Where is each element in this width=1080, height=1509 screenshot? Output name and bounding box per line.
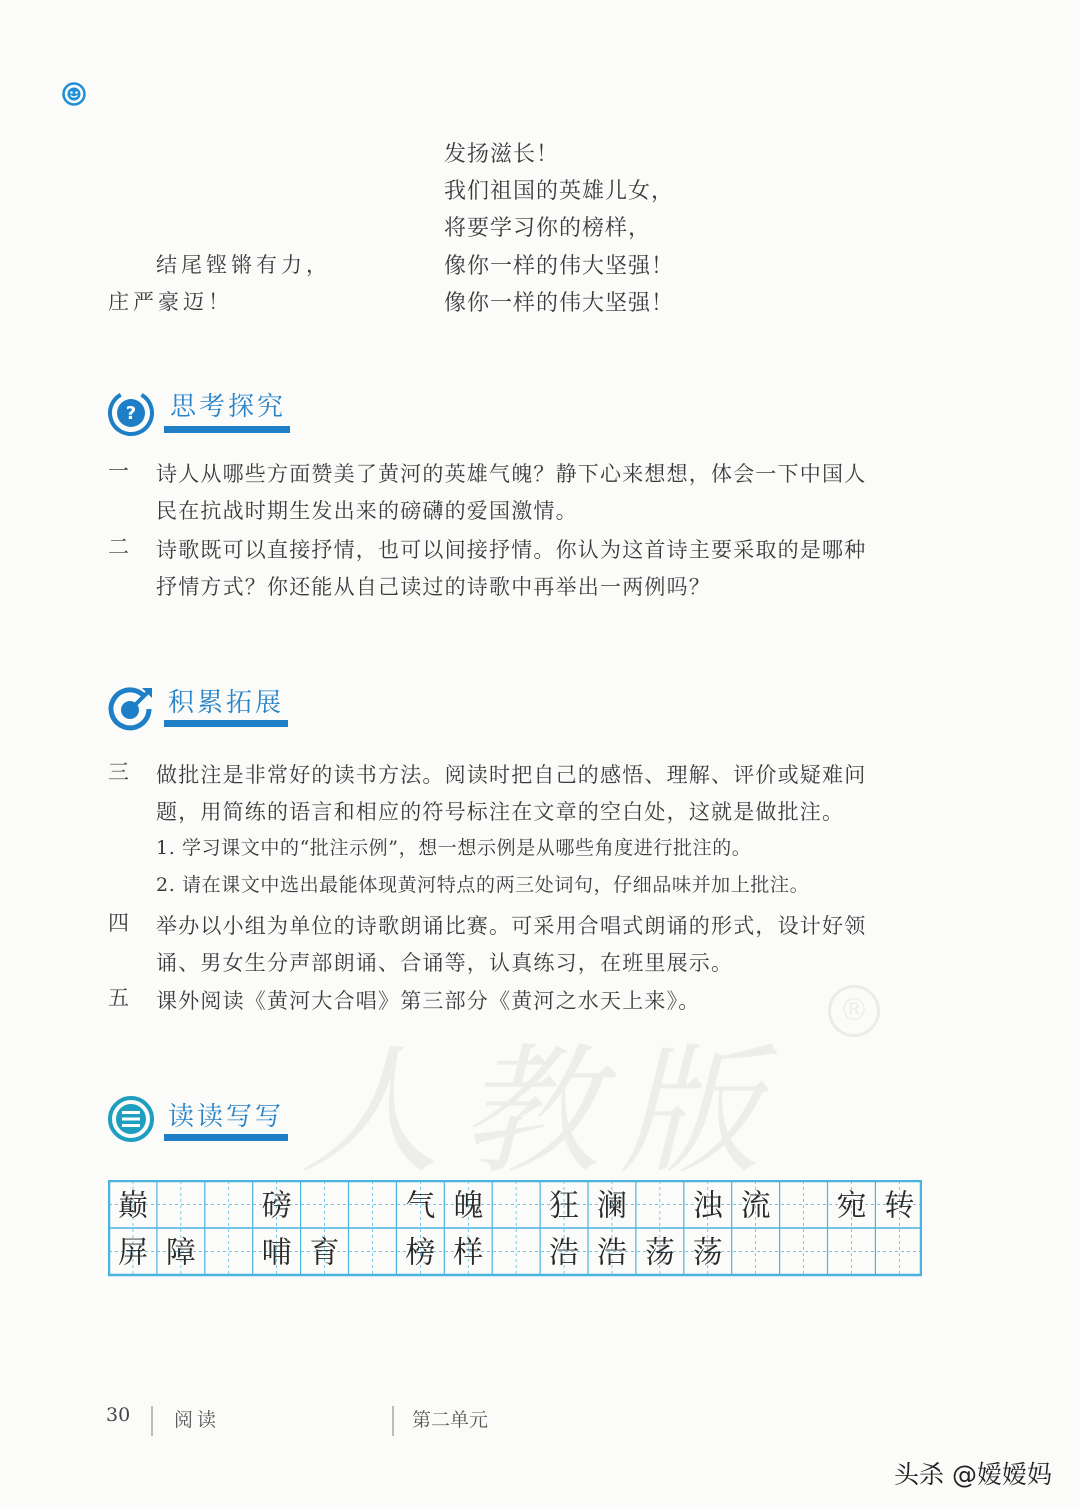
section-underline: [164, 426, 290, 433]
grid-character: 屏: [117, 1235, 148, 1271]
grid-character: 狂: [549, 1188, 580, 1224]
section-underline: [164, 1134, 288, 1141]
page-number: 30: [106, 1404, 131, 1426]
question-number: 五: [108, 986, 129, 1010]
margin-note: 庄严豪迈！: [108, 290, 233, 314]
question-line: 民在抗战时期生发出来的磅礴的爱国激情。: [156, 499, 578, 523]
corner-smiley-icon: [62, 82, 86, 106]
grid-character: 榜: [405, 1235, 436, 1271]
character-practice-grid: [108, 1180, 922, 1278]
grid-character: 转: [884, 1188, 915, 1224]
poem-line: 将要学习你的榜样，: [444, 216, 652, 241]
grid-character: 流: [740, 1188, 771, 1224]
grid-character: 浊: [692, 1188, 723, 1224]
margin-note: 结尾铿锵有力，: [156, 253, 331, 277]
question-icon: [106, 388, 156, 438]
expand-arrow-icon: [106, 682, 156, 732]
question-line: 课外阅读《黄河大合唱》第三部分《黄河之水天上来》。: [156, 989, 701, 1013]
grid-character: 哺: [261, 1235, 292, 1271]
question-line: 诗人从哪些方面赞美了黄河的英雄气魄？静下心来想想，体会一下中国人: [156, 462, 867, 486]
question-line: 诵、男女生分声部朗诵、合诵等，认真练习，在班里展示。: [156, 951, 734, 975]
grid-character: 巅: [117, 1188, 148, 1224]
question-line: 抒情方式？你还能从自己读过的诗歌中再举出一两例吗？: [156, 575, 711, 599]
section-title-read-write: 读读写写: [168, 1102, 285, 1132]
sub-question: 2. 请在课文中选出最能体现黄河特点的两三处词句，仔细品味并加上批注。: [156, 874, 810, 896]
grid-character: 宛: [836, 1188, 867, 1224]
footer-divider: [392, 1406, 394, 1436]
grid-character: 育: [309, 1235, 340, 1271]
svg-text:?: ?: [125, 403, 137, 424]
question-number: 三: [108, 760, 129, 784]
sub-question: 1. 学习课文中的“批注示例”，想一想示例是从哪些角度进行批注的。: [156, 837, 752, 859]
grid-character: 浩: [596, 1235, 627, 1271]
question-number: 二: [108, 535, 129, 559]
credit-text: 头杀 @嫒嫒妈: [894, 1460, 1052, 1489]
question-line: 题，用简练的语言和相应的符号标注在文章的空白处，这就是做批注。: [156, 800, 845, 824]
footer-section: 阅读: [174, 1409, 221, 1431]
section-title-accumulate: 积累拓展: [168, 688, 285, 718]
footer-divider: [151, 1406, 153, 1436]
list-icon: [106, 1094, 156, 1144]
publisher-watermark: 人教版: [300, 1031, 781, 1194]
registered-mark: ®: [828, 985, 880, 1037]
poem-line: 像你一样的伟大坚强！: [444, 254, 675, 279]
question-line: 举办以小组为单位的诗歌朗诵比赛。可采用合唱式朗诵的形式，设计好领: [156, 914, 867, 938]
question-line: 诗歌既可以直接抒情，也可以间接抒情。你认为这首诗主要采取的是哪种: [156, 538, 867, 562]
grid-character: 荡: [692, 1235, 723, 1271]
section-underline: [164, 720, 288, 727]
grid-character: 魄: [453, 1188, 484, 1224]
grid-character: 障: [165, 1235, 196, 1271]
poem-line: 我们祖国的英雄儿女，: [444, 179, 675, 204]
poem-line: 像你一样的伟大坚强！: [444, 291, 675, 316]
question-number: 四: [108, 911, 129, 935]
grid-character: 荡: [644, 1235, 675, 1271]
grid-character: 样: [453, 1235, 484, 1271]
question-number: 一: [108, 459, 129, 483]
grid-character: 气: [405, 1188, 436, 1224]
footer-unit: 第二单元: [412, 1409, 489, 1431]
poem-line: 发扬滋长！: [444, 142, 560, 167]
grid-character: 澜: [596, 1188, 627, 1224]
grid-character: 磅: [261, 1188, 292, 1224]
section-title-think: 思考探究: [170, 392, 287, 422]
question-line: 做批注是非常好的读书方法。阅读时把自己的感悟、理解、评价或疑难问: [156, 763, 867, 787]
grid-character: 浩: [549, 1235, 580, 1271]
